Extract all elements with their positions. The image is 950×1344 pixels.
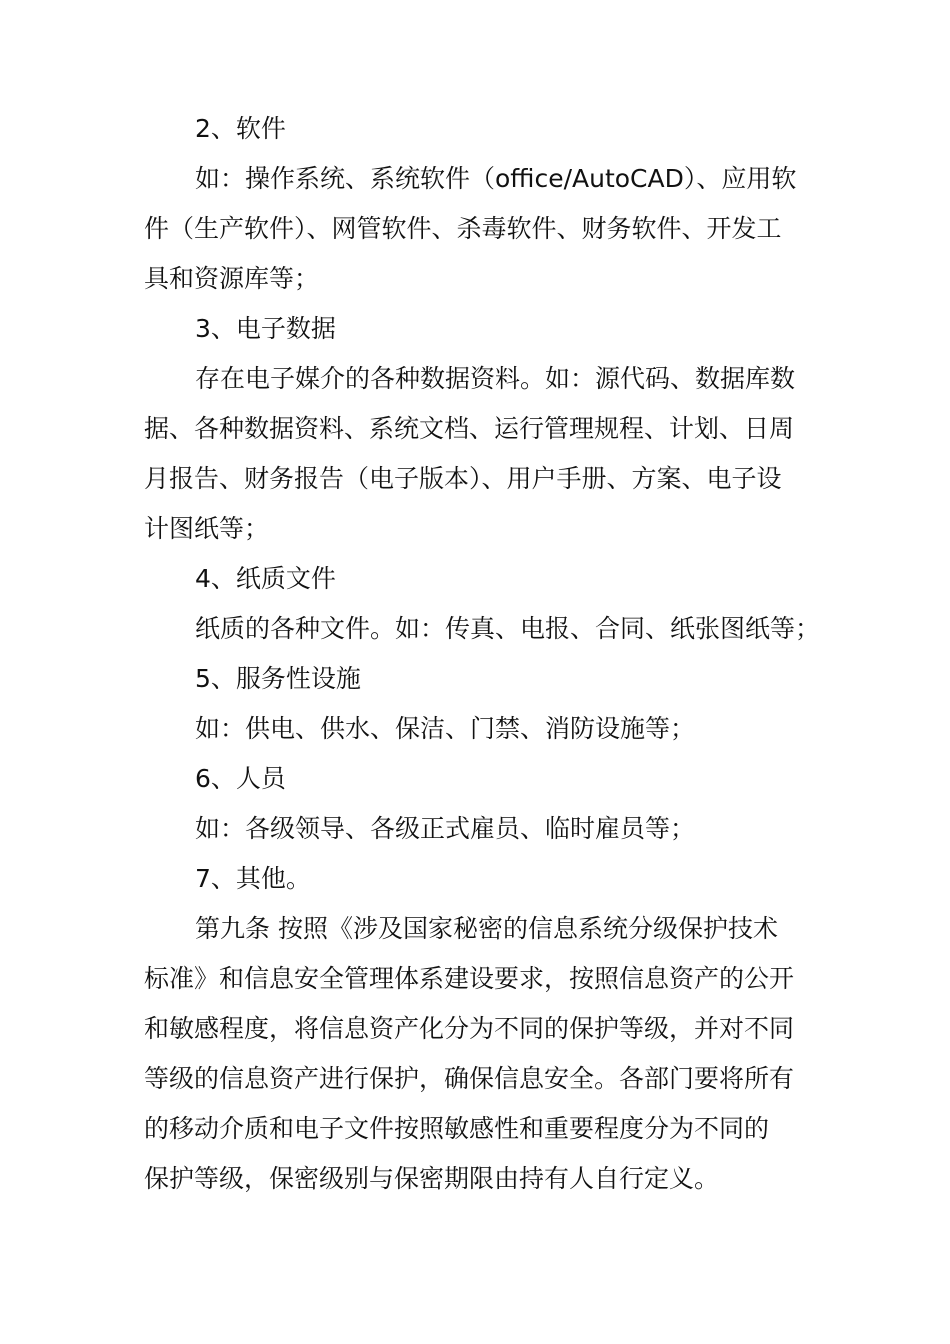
electronic-data-line-2: 据、各种数据资料、系统文档、运行管理规程、计划、日周: [144, 414, 795, 443]
personnel-line-1: 如：各级领导、各级正式雇员、临时雇员等；: [195, 814, 696, 843]
article-nine-line-1: 第九条 按照《涉及国家秘密的信息系统分级保护技术: [195, 914, 778, 943]
article-nine-line-5: 的移动介质和电子文件按照敏感性和重要程度分为不同的: [144, 1114, 770, 1143]
heading-other: 7、其他。: [195, 864, 311, 893]
heading-paper-documents: 4、纸质文件: [195, 564, 336, 593]
electronic-data-line-3: 月报告、财务报告（电子版本）、用户手册、方案、电子设: [144, 464, 782, 493]
software-examples-line-1: 如：操作系统、系统软件（office/AutoCAD）、应用软: [195, 164, 797, 193]
electronic-data-line-1: 存在电子媒介的各种数据资料。如：源代码、数据库数: [195, 364, 796, 393]
article-nine-line-3: 和敏感程度，将信息资产化分为不同的保护等级，并对不同: [144, 1014, 795, 1043]
article-nine-line-4: 等级的信息资产进行保护，确保信息安全。各部门要将所有: [144, 1064, 795, 1093]
heading-personnel: 6、人员: [195, 764, 286, 793]
electronic-data-line-4: 计图纸等；: [144, 514, 270, 543]
heading-software: 2、软件: [195, 114, 286, 143]
paper-documents-line-1: 纸质的各种文件。如：传真、电报、合同、纸张图纸等；: [195, 614, 821, 643]
heading-electronic-data: 3、电子数据: [195, 314, 336, 343]
article-nine-line-6: 保护等级，保密级别与保密期限由持有人自行定义。: [144, 1164, 720, 1193]
article-nine-line-2: 标准》和信息安全管理体系建设要求，按照信息资产的公开: [144, 964, 795, 993]
service-facilities-line-1: 如：供电、供水、保洁、门禁、消防设施等；: [195, 714, 696, 743]
heading-service-facilities: 5、服务性设施: [195, 664, 361, 693]
software-examples-line-2: 件（生产软件）、网管软件、杀毒软件、财务软件、开发工: [144, 214, 782, 243]
software-examples-line-3: 具和资源库等；: [144, 264, 320, 293]
document-body: [144, 104, 824, 1204]
